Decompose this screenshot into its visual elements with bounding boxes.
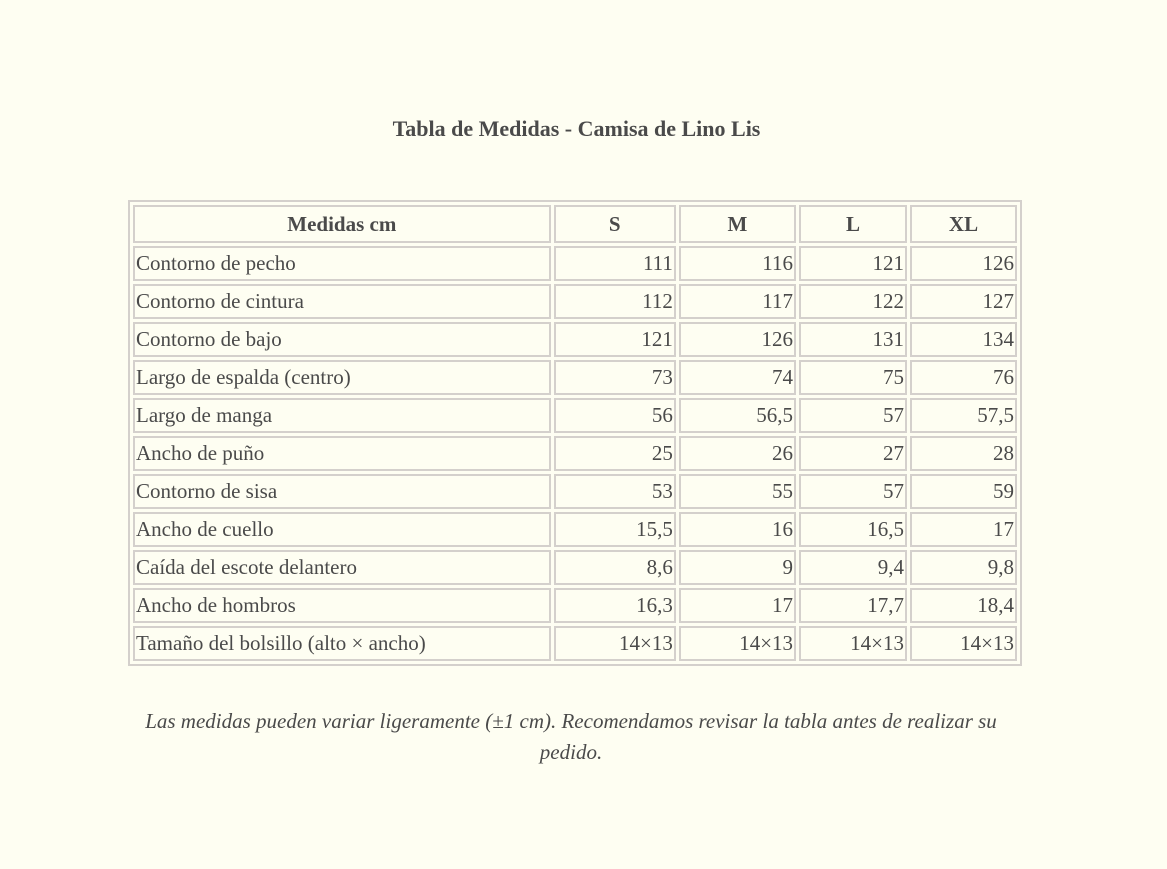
cell-m: 74	[679, 360, 796, 395]
cell-s: 112	[554, 284, 676, 319]
header-size-l: L	[799, 205, 907, 243]
size-chart-table	[128, 200, 1022, 666]
cell-m: 16	[679, 512, 796, 547]
page-title: Tabla de Medidas - Camisa de Lino Lis	[392, 116, 761, 141]
table-row	[133, 398, 1017, 433]
row-label: Largo de espalda (centro)	[133, 360, 551, 395]
header-size-s: S	[554, 205, 676, 243]
cell-l: 16,5	[799, 512, 907, 547]
cell-xl: 9,8	[910, 550, 1017, 585]
cell-l: 57	[799, 474, 907, 509]
cell-xl: 59	[910, 474, 1017, 509]
cell-xl: 18,4	[910, 588, 1017, 623]
cell-l: 14×13	[799, 626, 907, 661]
row-label: Caída del escote delantero	[133, 550, 551, 585]
table-row	[133, 474, 1017, 509]
cell-l: 9,4	[799, 550, 907, 585]
cell-m: 126	[679, 322, 796, 357]
table-row	[133, 512, 1017, 547]
table-header-row	[133, 205, 1017, 243]
measurement-note: Las medidas pueden variar ligeramente (±1 cm). Recomendamos revisar la tabla antes de realizar su pedido.	[145, 709, 997, 764]
cell-m: 9	[679, 550, 796, 585]
table-row	[133, 588, 1017, 623]
cell-s: 16,3	[554, 588, 676, 623]
cell-m: 56,5	[679, 398, 796, 433]
header-size-m: M	[679, 205, 796, 243]
cell-xl: 14×13	[910, 626, 1017, 661]
cell-l: 75	[799, 360, 907, 395]
cell-xl: 76	[910, 360, 1017, 395]
row-label: Ancho de cuello	[133, 512, 551, 547]
cell-s: 111	[554, 246, 676, 281]
row-label: Tamaño del bolsillo (alto × ancho)	[133, 626, 551, 661]
cell-xl: 126	[910, 246, 1017, 281]
cell-s: 8,6	[554, 550, 676, 585]
cell-l: 121	[799, 246, 907, 281]
row-label: Largo de manga	[133, 398, 551, 433]
cell-s: 73	[554, 360, 676, 395]
cell-m: 55	[679, 474, 796, 509]
table-row	[133, 550, 1017, 585]
table-row	[133, 284, 1017, 319]
cell-xl: 57,5	[910, 398, 1017, 433]
cell-xl: 28	[910, 436, 1017, 471]
table-row	[133, 360, 1017, 395]
cell-l: 27	[799, 436, 907, 471]
cell-m: 26	[679, 436, 796, 471]
table-row	[133, 322, 1017, 357]
cell-xl: 134	[910, 322, 1017, 357]
cell-m: 117	[679, 284, 796, 319]
cell-l: 131	[799, 322, 907, 357]
header-measures: Medidas cm	[133, 205, 551, 243]
row-label: Contorno de sisa	[133, 474, 551, 509]
cell-m: 116	[679, 246, 796, 281]
cell-s: 25	[554, 436, 676, 471]
cell-s: 15,5	[554, 512, 676, 547]
cell-s: 121	[554, 322, 676, 357]
cell-s: 14×13	[554, 626, 676, 661]
cell-l: 57	[799, 398, 907, 433]
cell-m: 17	[679, 588, 796, 623]
row-label: Ancho de puño	[133, 436, 551, 471]
cell-m: 14×13	[679, 626, 796, 661]
header-size-xl: XL	[910, 205, 1017, 243]
cell-xl: 17	[910, 512, 1017, 547]
cell-s: 53	[554, 474, 676, 509]
row-label: Contorno de cintura	[133, 284, 551, 319]
cell-s: 56	[554, 398, 676, 433]
cell-xl: 127	[910, 284, 1017, 319]
row-label: Contorno de pecho	[133, 246, 551, 281]
table-row	[133, 246, 1017, 281]
cell-l: 122	[799, 284, 907, 319]
row-label: Contorno de bajo	[133, 322, 551, 357]
table-row	[133, 436, 1017, 471]
cell-l: 17,7	[799, 588, 907, 623]
table-row	[133, 626, 1017, 661]
row-label: Ancho de hombros	[133, 588, 551, 623]
